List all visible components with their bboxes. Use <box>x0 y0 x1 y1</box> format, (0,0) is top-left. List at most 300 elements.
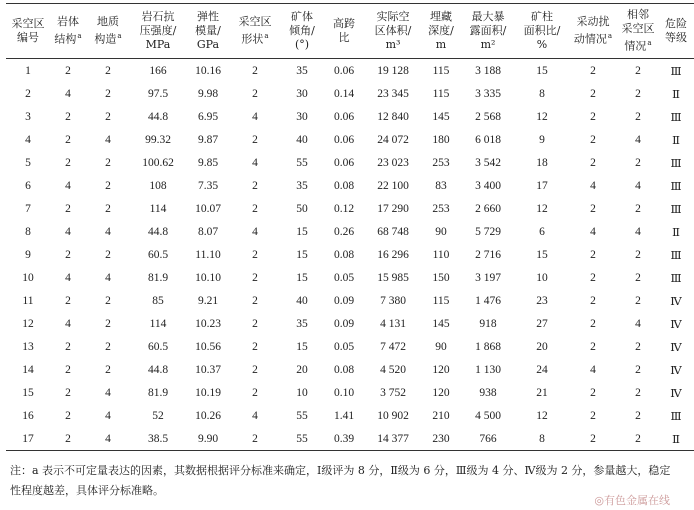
table-cell: 8 <box>539 87 545 100</box>
hazard-evaluation-table <box>6 3 694 451</box>
table-header <box>6 4 694 59</box>
table-cell: 2 <box>65 340 71 353</box>
footnote-marker: a <box>77 32 82 41</box>
table-cell: 24 <box>536 363 548 376</box>
table-cell: 2 <box>65 110 71 123</box>
table-cell: 12 840 <box>377 110 409 123</box>
table-cell: 18 <box>536 156 548 169</box>
table-cell: 3 335 <box>475 87 501 100</box>
table-cell: 4 <box>65 317 71 330</box>
table-cell: 55 <box>296 156 308 169</box>
table-row <box>6 381 694 404</box>
table-cell: 2 <box>590 386 596 399</box>
table-cell: 10 <box>536 271 548 284</box>
table-cell: 9.85 <box>197 156 219 169</box>
column-header-line: 等级 <box>665 31 687 44</box>
table-cell: 4 <box>590 225 596 238</box>
table-cell: 38.5 <box>147 432 169 445</box>
column-header-line: m³ <box>385 38 401 51</box>
table-cell: 9.21 <box>197 294 219 307</box>
table-cell: 2 <box>635 340 641 353</box>
column-header-line: m² <box>480 38 496 51</box>
column-header <box>86 4 130 59</box>
table-cell: 2 <box>65 294 71 307</box>
column-header-line: % <box>536 38 548 51</box>
table-cell: 4 <box>25 133 31 146</box>
column-header-line: 动情况 <box>573 32 607 46</box>
table-cell: 11.10 <box>195 248 221 261</box>
table-cell: 55 <box>296 432 308 445</box>
table-cell: Ⅳ <box>670 387 682 400</box>
table-cell: Ⅲ <box>670 203 682 216</box>
table-cell: 4 <box>105 271 111 284</box>
table-cell: 2 <box>590 409 596 422</box>
table-cell: 4 <box>65 225 71 238</box>
table-cell: 0.26 <box>333 225 355 238</box>
table-cell: 0.06 <box>333 64 355 77</box>
table-cell: 0.06 <box>333 156 355 169</box>
table-cell: 2 <box>590 202 596 215</box>
column-header <box>364 4 422 59</box>
table-cell: 2 <box>65 432 71 445</box>
table-cell: 81.9 <box>147 386 169 399</box>
table-cell: 2 <box>635 156 641 169</box>
table-cell: 10 902 <box>377 409 409 422</box>
table-cell: 17 <box>22 432 34 445</box>
table-cell: 6 <box>539 225 545 238</box>
table-cell: 2 <box>590 317 596 330</box>
table-cell: 55 <box>296 409 308 422</box>
table-cell: 120 <box>432 363 450 376</box>
table-cell: 44.8 <box>147 363 169 376</box>
column-header-line: 压强度/ <box>139 24 177 37</box>
table-cell: 10.23 <box>195 317 221 330</box>
table-cell: 17 290 <box>377 202 409 215</box>
column-header-line: 面积比/ <box>523 24 561 37</box>
table-cell: 115 <box>432 87 450 100</box>
table-cell: 30 <box>296 110 308 123</box>
table-cell: 14 <box>22 363 34 376</box>
column-header-line: 埋藏 <box>430 10 452 23</box>
table-cell: 4 500 <box>475 409 501 422</box>
table-cell: 16 296 <box>377 248 409 261</box>
table-cell: 0.12 <box>333 202 355 215</box>
column-header-line: 矿柱 <box>531 10 553 23</box>
column-header <box>422 4 460 59</box>
table-cell: 2 <box>65 202 71 215</box>
table-row <box>6 151 694 174</box>
table-cell: 4 <box>252 110 258 123</box>
table-row <box>6 427 694 451</box>
table-cell: 2 <box>252 202 258 215</box>
table-cell: 23 <box>536 294 548 307</box>
table-cell: 10.07 <box>195 202 221 215</box>
table-cell: 115 <box>432 294 450 307</box>
table-cell: 4 <box>635 225 641 238</box>
table-cell: 12 <box>22 317 34 330</box>
column-header-line: 弹性 <box>197 10 219 23</box>
table-cell: 2 <box>65 386 71 399</box>
table-cell: 100.62 <box>142 156 174 169</box>
table-row <box>6 289 694 312</box>
table-cell: 2 <box>590 110 596 123</box>
table-cell: 15 <box>22 386 34 399</box>
table-cell: 0.14 <box>333 87 355 100</box>
table-row <box>6 82 694 105</box>
table-cell: 2 <box>635 386 641 399</box>
table-cell: 0.06 <box>333 110 355 123</box>
table-cell: 2 <box>105 248 111 261</box>
table-cell: 2 <box>65 64 71 77</box>
table-row <box>6 358 694 381</box>
table-cell: 2 <box>105 179 111 192</box>
table-cell: 10.16 <box>195 64 221 77</box>
table-cell: 2 <box>105 294 111 307</box>
table-cell: 35 <box>296 179 308 192</box>
table-cell: 2 <box>65 409 71 422</box>
column-header-line: 地质 <box>97 15 119 29</box>
table-cell: 1 476 <box>475 294 501 307</box>
table-cell: 4 <box>252 409 258 422</box>
table-cell: 21 <box>536 386 548 399</box>
column-header-line: 实际空 <box>376 10 410 23</box>
column-header-line: 矿体 <box>291 10 313 23</box>
table-cell: 2 <box>252 432 258 445</box>
column-header <box>186 4 230 59</box>
column-header <box>516 4 568 59</box>
table-cell: 108 <box>149 179 167 192</box>
table-cell: 50 <box>296 202 308 215</box>
column-header-line: 编号 <box>17 31 39 44</box>
table-cell: 6 <box>25 179 31 192</box>
table-cell: 0.08 <box>333 179 355 192</box>
table-row <box>6 243 694 266</box>
table-cell: 14 377 <box>377 432 409 445</box>
table-cell: 2 <box>252 248 258 261</box>
table-cell: 1 130 <box>475 363 501 376</box>
table-cell: 2 <box>252 133 258 146</box>
table-cell: 2 <box>590 294 596 307</box>
table-cell: 0.09 <box>333 317 355 330</box>
table-cell: 4 <box>635 133 641 146</box>
column-header-line: 情况 <box>624 39 647 53</box>
column-header <box>658 4 694 59</box>
table-cell: 2 <box>590 340 596 353</box>
table-cell: 4 <box>635 179 641 192</box>
table-row <box>6 220 694 243</box>
table-cell: 9.87 <box>197 133 219 146</box>
table-cell: 10.19 <box>195 386 221 399</box>
table-cell: 12 <box>536 409 548 422</box>
table-cell: 2 <box>590 64 596 77</box>
table-cell: 2 <box>252 64 258 77</box>
table-cell: 2 <box>590 133 596 146</box>
table-cell: 2 <box>590 271 596 284</box>
table-cell: 10.56 <box>195 340 221 353</box>
table-cell: 44.8 <box>147 110 169 123</box>
table-cell: 15 <box>296 271 308 284</box>
table-cell: 2 <box>635 363 641 376</box>
table-cell: 13 <box>22 340 34 353</box>
table-row <box>6 197 694 220</box>
table-cell: 0.39 <box>333 432 355 445</box>
table-cell: 3 197 <box>475 271 501 284</box>
table-cell: 2 <box>252 317 258 330</box>
table-cell: 766 <box>479 432 497 445</box>
table-cell: 210 <box>432 409 450 422</box>
table-cell: 8.07 <box>197 225 219 238</box>
column-header <box>460 4 516 59</box>
table-cell: 2 <box>635 432 641 445</box>
table-cell: 15 <box>536 248 548 261</box>
table-cell: 115 <box>432 64 450 77</box>
table-cell: 15 985 <box>377 271 409 284</box>
column-header-line: 岩石抗 <box>141 10 175 23</box>
table-cell: 4 <box>65 87 71 100</box>
column-header <box>618 4 658 59</box>
table-cell: Ⅲ <box>670 249 682 262</box>
table-cell: 7 380 <box>380 294 406 307</box>
column-header <box>50 4 86 59</box>
table-cell: 2 <box>635 202 641 215</box>
footnote-marker: a <box>117 32 122 41</box>
table-cell: 2 <box>635 294 641 307</box>
table-cell: 23 345 <box>377 87 409 100</box>
footnote-marker: a <box>264 32 269 41</box>
table-cell: 5 <box>25 156 31 169</box>
column-header-line: 区体积/ <box>374 24 412 37</box>
table-cell: 10 <box>296 386 308 399</box>
column-header <box>230 4 280 59</box>
table-cell: 7 472 <box>380 340 406 353</box>
table-cell: 110 <box>432 248 450 261</box>
table-footnote: 注：a 表示不可定量表达的因素，其数据根据评分标准来确定，Ⅰ级评为 8 分，Ⅱ级为 6 分，Ⅲ级为 4 分、Ⅳ级为 2 分，参量越大，稳定性程度越差，具体评分标准略。 <box>10 464 671 497</box>
table-cell: Ⅲ <box>670 157 682 170</box>
table-cell: 1 <box>25 64 31 77</box>
table-cell: 81.9 <box>147 271 169 284</box>
table-row <box>6 59 694 83</box>
table-cell: 2 <box>252 179 258 192</box>
table-cell: 2 <box>590 156 596 169</box>
column-header-line: 倾角/ <box>289 24 315 37</box>
table-cell: 253 <box>432 156 450 169</box>
table-cell: 10.37 <box>195 363 221 376</box>
table-cell: 10 <box>22 271 34 284</box>
table-cell: 2 <box>105 363 111 376</box>
table-cell: 15 <box>296 340 308 353</box>
table-cell: 30 <box>296 87 308 100</box>
table-cell: 9.90 <box>197 432 219 445</box>
column-header-line: 采动扰 <box>576 15 610 29</box>
column-header-line: 岩体 <box>57 15 79 29</box>
table-cell: 2 <box>590 87 596 100</box>
table-cell: 15 <box>536 64 548 77</box>
table-cell: 4 <box>65 179 71 192</box>
table-cell: 2 <box>252 386 258 399</box>
table-cell: 35 <box>296 317 308 330</box>
table-cell: 7.35 <box>197 179 219 192</box>
table-cell: 12 <box>536 110 548 123</box>
table-cell: 114 <box>149 317 167 330</box>
footnote-marker: a <box>647 39 652 48</box>
table-cell: 44.8 <box>147 225 169 238</box>
table-cell: 2 <box>65 133 71 146</box>
table-cell: 4 <box>105 409 111 422</box>
table-cell: 10.10 <box>195 271 221 284</box>
table-cell: 35 <box>296 64 308 77</box>
table-cell: 85 <box>152 294 164 307</box>
table-cell: Ⅱ <box>672 134 680 147</box>
table-cell: 2 <box>635 64 641 77</box>
table-cell: 4 <box>105 133 111 146</box>
table-cell: 4 <box>105 432 111 445</box>
table-cell: 9 <box>25 248 31 261</box>
table-cell: 2 <box>252 87 258 100</box>
table-row <box>6 174 694 197</box>
table-cell: 2 <box>635 87 641 100</box>
column-header <box>130 4 186 59</box>
column-header <box>6 4 50 59</box>
table-cell: 4 520 <box>380 363 406 376</box>
table-cell: 4 <box>252 225 258 238</box>
table-cell: 15 <box>296 225 308 238</box>
table-cell: 0.05 <box>333 271 355 284</box>
table-cell: 8 <box>25 225 31 238</box>
table-cell: 145 <box>432 317 450 330</box>
column-header <box>324 4 364 59</box>
table-cell: 0.08 <box>333 363 355 376</box>
column-header-line: 高跨 <box>333 17 355 30</box>
table-cell: 7 <box>25 202 31 215</box>
table-cell: 90 <box>435 340 447 353</box>
table-cell: Ⅳ <box>670 364 682 377</box>
column-header <box>568 4 618 59</box>
table-cell: 97.5 <box>147 87 169 100</box>
table-cell: 19 128 <box>377 64 409 77</box>
table-cell: 20 <box>296 363 308 376</box>
column-header-line: MPa <box>145 38 171 51</box>
column-header-line: (°) <box>294 38 310 51</box>
table-cell: 6 018 <box>475 133 501 146</box>
table-body <box>6 59 694 451</box>
table-cell: 2 <box>590 248 596 261</box>
table-cell: 83 <box>435 179 447 192</box>
table-cell: 16 <box>22 409 34 422</box>
column-header-line: 采空区 <box>621 22 655 36</box>
column-header-line: 采空区 <box>238 15 272 29</box>
table-cell: 2 <box>65 156 71 169</box>
table-cell: 150 <box>432 271 450 284</box>
table-cell: 2 <box>105 317 111 330</box>
table-cell: 2 <box>252 271 258 284</box>
table-cell: 2 716 <box>475 248 501 261</box>
table-cell: 4 <box>590 363 596 376</box>
table-cell: 4 131 <box>380 317 406 330</box>
table-row <box>6 128 694 151</box>
table-cell: 2 568 <box>475 110 501 123</box>
table-cell: Ⅲ <box>670 111 682 124</box>
table-cell: 2 <box>252 340 258 353</box>
column-header-line: m <box>435 38 447 51</box>
table-cell: 0.10 <box>333 386 355 399</box>
table-row <box>6 266 694 289</box>
column-header-line: 露面积/ <box>469 24 507 37</box>
table-cell: 27 <box>536 317 548 330</box>
table-cell: 4 <box>252 156 258 169</box>
table-cell: Ⅲ <box>670 410 682 423</box>
table-cell: 253 <box>432 202 450 215</box>
table-cell: 2 <box>105 87 111 100</box>
table-cell: 23 023 <box>377 156 409 169</box>
table-cell: 2 <box>635 110 641 123</box>
table-cell: Ⅳ <box>670 295 682 308</box>
column-header-line: 结构 <box>54 32 77 46</box>
table-cell: 120 <box>432 386 450 399</box>
table-cell: 918 <box>479 317 497 330</box>
table-cell: 0.05 <box>333 340 355 353</box>
table-cell: 10.26 <box>195 409 221 422</box>
column-header <box>280 4 324 59</box>
column-header-line: 最大暴 <box>471 10 505 23</box>
table-cell: Ⅳ <box>670 341 682 354</box>
table-cell: 4 <box>590 179 596 192</box>
table-cell: Ⅱ <box>672 433 680 446</box>
column-header-line: GPa <box>196 38 220 51</box>
table-cell: 0.06 <box>333 133 355 146</box>
table-cell: 4 <box>635 317 641 330</box>
table-cell: 52 <box>152 409 164 422</box>
table-cell: 2 660 <box>475 202 501 215</box>
table-cell: Ⅱ <box>672 88 680 101</box>
table-cell: 6.95 <box>197 110 219 123</box>
table-row <box>6 312 694 335</box>
table-cell: 2 <box>635 271 641 284</box>
table-cell: Ⅲ <box>670 65 682 78</box>
table-cell: 3 <box>25 110 31 123</box>
watermark: ◎有色金属在线 <box>594 494 670 507</box>
column-header-line: 深度/ <box>428 24 454 37</box>
table-cell: 2 <box>590 432 596 445</box>
table-cell: 11 <box>22 294 34 307</box>
table-cell: 3 188 <box>475 64 501 77</box>
table-row <box>6 335 694 358</box>
table-cell: 3 400 <box>475 179 501 192</box>
table-cell: 60.5 <box>147 340 169 353</box>
table-cell: 2 <box>252 294 258 307</box>
table-cell: 4 <box>65 271 71 284</box>
table-cell: 2 <box>105 64 111 77</box>
table-cell: 90 <box>435 225 447 238</box>
table-cell: 5 729 <box>475 225 501 238</box>
table-cell: 68 748 <box>377 225 409 238</box>
column-header-line: 采空区 <box>11 17 45 30</box>
table-cell: 15 <box>296 248 308 261</box>
table-cell: 9.98 <box>197 87 219 100</box>
table-cell: Ⅱ <box>672 226 680 239</box>
table-cell: 1 868 <box>475 340 501 353</box>
table-cell: 9 <box>539 133 545 146</box>
table-cell: 2 <box>25 87 31 100</box>
table-cell: 12 <box>536 202 548 215</box>
table-cell: 2 <box>635 409 641 422</box>
column-header-line: 相邻 <box>627 8 649 22</box>
column-header-line: 构造 <box>94 32 117 46</box>
column-header-line: 危险 <box>665 17 687 30</box>
table-cell: 2 <box>105 340 111 353</box>
table-cell: Ⅲ <box>670 180 682 193</box>
table-cell: 230 <box>432 432 450 445</box>
table-cell: 0.09 <box>333 294 355 307</box>
